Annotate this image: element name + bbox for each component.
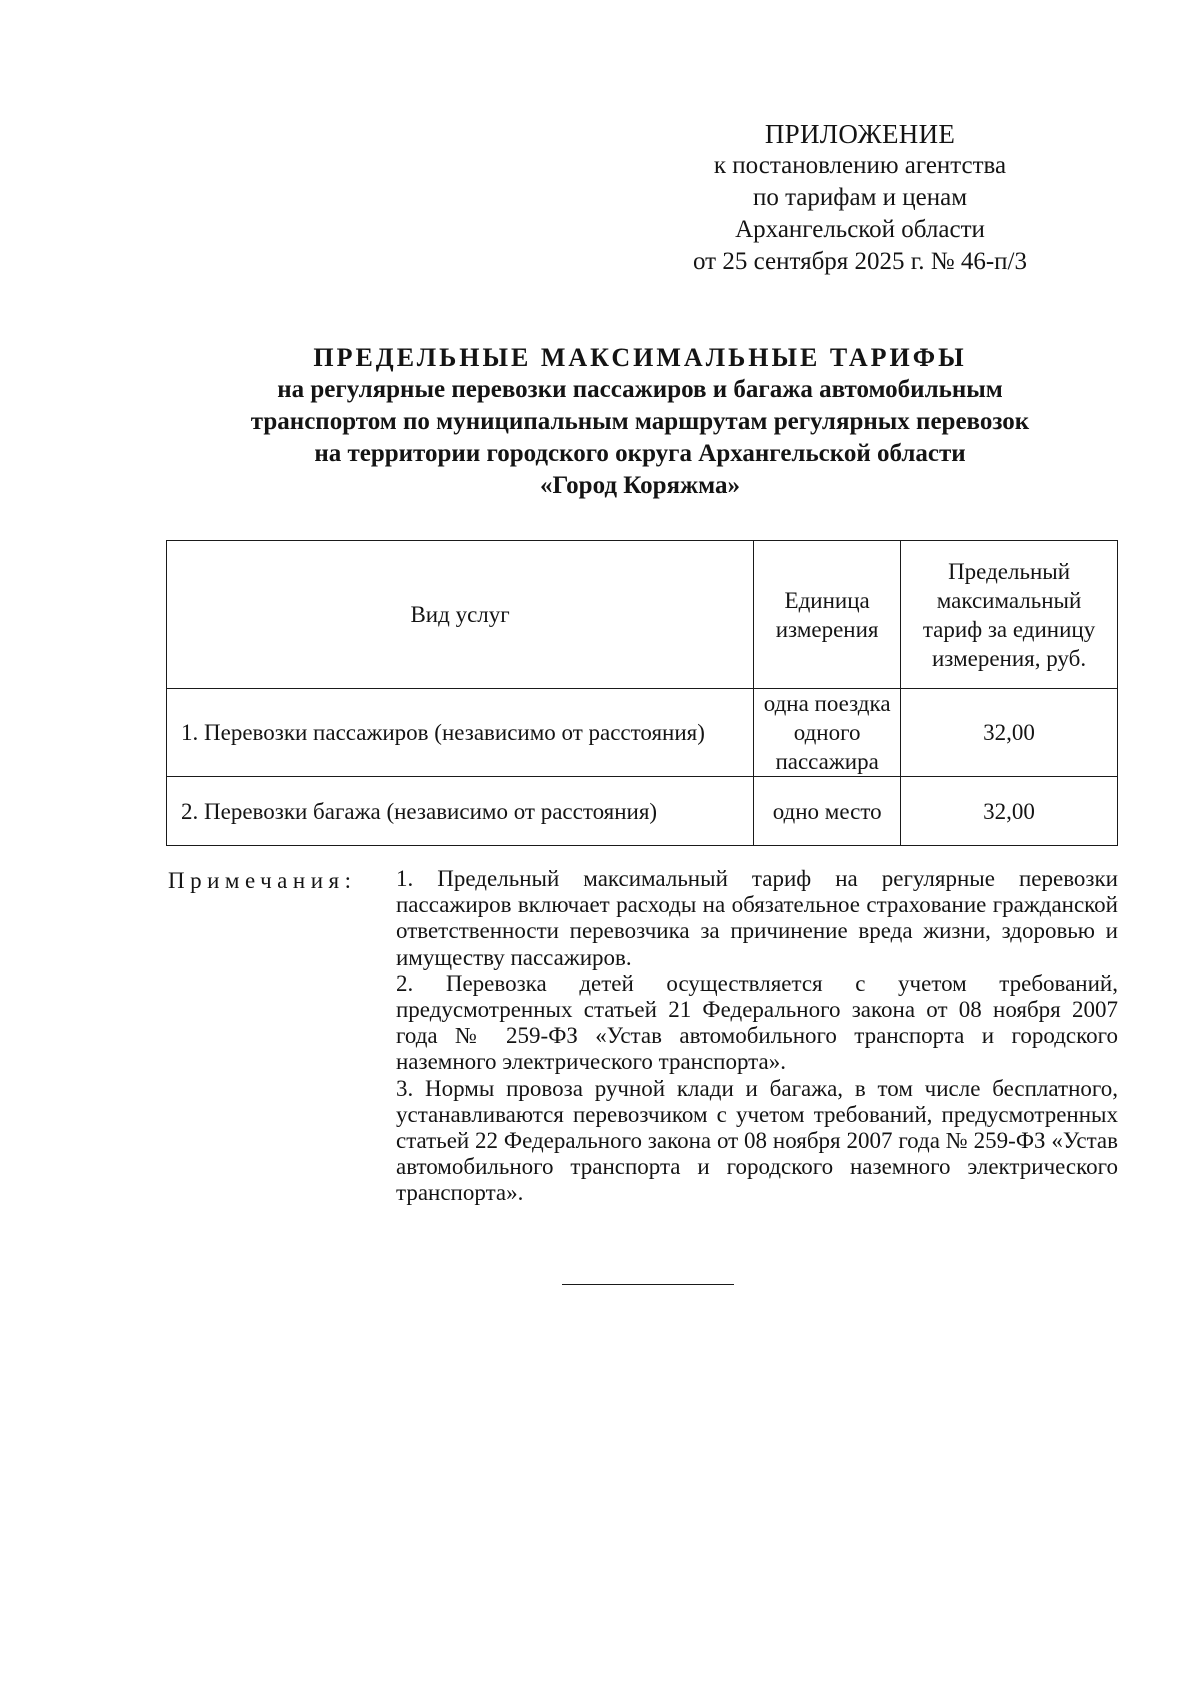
appendix-block <box>640 118 1080 278</box>
row-unit-line: одна поездка <box>763 691 891 716</box>
row-unit-line: одно место <box>772 798 882 824</box>
notes-label: Примечания: <box>168 868 357 893</box>
note-item: 1. Предельный максимальный тариф на регулярные перевозки пассажиров включает расходы на обязательное страхование гражданской ответственности перевозчика за причинение вреда жизни, здоровью и имуществу пассажиров. <box>396 866 1118 970</box>
row-unit-line: пассажира <box>775 749 879 774</box>
note-item: 3. Нормы провоза ручной клади и багажа, в том числе бесплатного, устанавливаются перевозчиком с учетом требований, предусмотренных статьей 22 Федерального закона от 08 ноября 2007 года № 259-ФЗ «Устав автомобильного транспорта и городского наземного электрического транспорта». <box>396 1075 1118 1206</box>
table-row <box>167 689 1118 777</box>
title-line: транспортом по муниципальным маршрутам регулярных перевозок <box>250 408 1030 435</box>
row-tariff: 32,00 <box>901 777 1118 846</box>
title-line: на регулярные перевозки пассажиров и багажа автомобильным <box>277 376 1003 403</box>
header-service-label: Вид услуг <box>410 602 510 627</box>
header-tariff <box>901 541 1118 689</box>
appendix-line: к постановлению агентства <box>713 152 1007 179</box>
appendix-line: Архангельской области <box>735 216 985 243</box>
title-line: на территории городского округа Архангельской области <box>314 440 966 467</box>
row-unit-line: одного <box>793 720 861 745</box>
appendix-heading: ПРИЛОЖЕНИЕ <box>764 119 956 149</box>
header-tariff-line: измерения, руб. <box>932 645 1087 671</box>
row-service: 2. Перевозки багажа (независимо от расстояния) <box>167 777 754 846</box>
title-main: ПРЕДЕЛЬНЫЕ МАКСИМАЛЬНЫЕ ТАРИФЫ <box>313 343 967 372</box>
title-line: «Город Коряжма» <box>539 472 741 499</box>
header-service <box>167 541 754 689</box>
appendix-line: от 25 сентября 2025 г. № 46-п/3 <box>693 248 1027 275</box>
header-tariff-line: Предельный <box>948 558 1071 584</box>
header-tariff-line: тариф за единицу <box>922 616 1096 642</box>
table-header-row <box>167 541 1118 689</box>
closing-divider <box>562 1284 734 1285</box>
row-tariff: 32,00 <box>901 689 1118 777</box>
tariff-table <box>166 540 1118 846</box>
appendix-line: по тарифам и ценам <box>752 184 968 211</box>
table-row <box>167 777 1118 846</box>
row-unit <box>754 689 901 777</box>
notes-list <box>396 866 1118 1207</box>
document-title <box>150 342 1130 502</box>
header-tariff-line: максимальный <box>936 587 1082 613</box>
row-service: 1. Перевозки пассажиров (независимо от расстояния) <box>167 689 754 777</box>
header-unit-line: измерения <box>775 616 879 642</box>
note-item: 2. Перевозка детей осуществляется с учетом требований, предусмотренных статьей 21 Федерального закона от 08 ноября 2007 года № 259-ФЗ «Устав автомобильного транспорта и городского наземного электрического транспорта». <box>396 970 1118 1075</box>
header-unit-line: Единица <box>784 587 870 613</box>
header-unit <box>754 541 901 689</box>
row-unit <box>754 777 901 846</box>
